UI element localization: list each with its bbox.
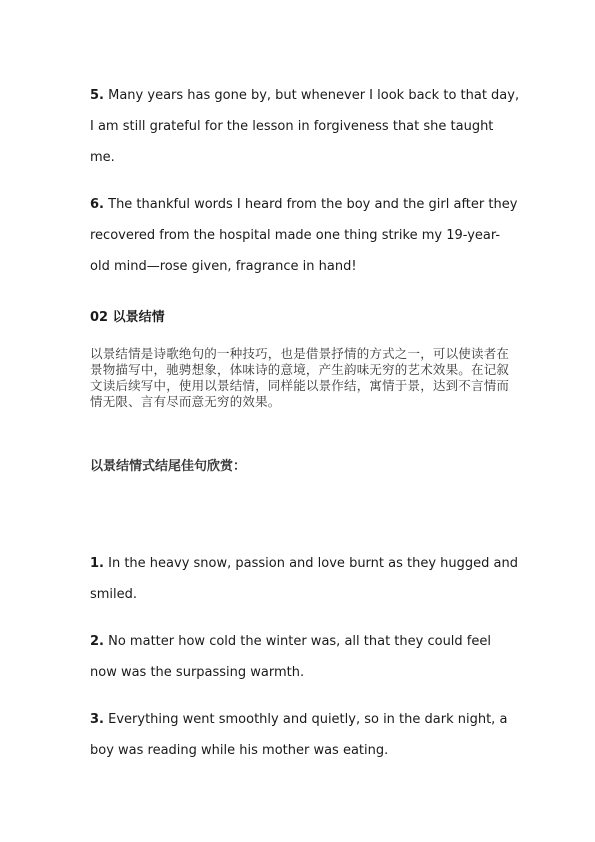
example-3 [90, 704, 520, 766]
paragraph-text: Everything went smoothly and quietly, so in the dark night, a boy was reading while his mother was eating. [90, 712, 508, 758]
paragraph-number: 5. [90, 88, 104, 103]
example-1 [90, 548, 520, 610]
paragraph-text: In the heavy snow, passion and love burnt as they hugged and smiled. [90, 556, 518, 602]
paragraph-text: The thankful words I heard from the boy and the girl after they recovered from the hospital made one thing strike my 19-year-old mind—rose given, fragrance in hand! [90, 197, 518, 274]
section-heading: 02 以景结情 [90, 310, 165, 325]
paragraph-number: 1. [90, 556, 104, 571]
paragraph-text: No matter how cold the winter was, all that they could feel now was the surpassing warmth. [90, 634, 491, 680]
paragraph-6 [90, 189, 520, 282]
section-subheading: 以景结情式结尾佳句欣赏： [90, 459, 247, 474]
example-2 [90, 626, 520, 688]
paragraph-number: 3. [90, 712, 104, 727]
paragraph-5 [90, 80, 520, 173]
paragraph-text: Many years has gone by, but whenever I look back to that day, I am still grateful for the lesson in forgiveness that she taught me. [90, 88, 520, 165]
paragraph-number: 2. [90, 634, 104, 649]
section-intro: 以景结情是诗歌绝句的一种技巧，也是借景抒情的方式之一，可以使读者在景物描写中，驰骋想象，体味诗的意境，产生韵味无穷的艺术效果。在记叙文读后续写中，使用以景结情，同样能以景作结，寓情于景，达到不言情而情无限、言有尽而意无穷的效果。 [90, 346, 510, 409]
paragraph-number: 6. [90, 197, 104, 212]
